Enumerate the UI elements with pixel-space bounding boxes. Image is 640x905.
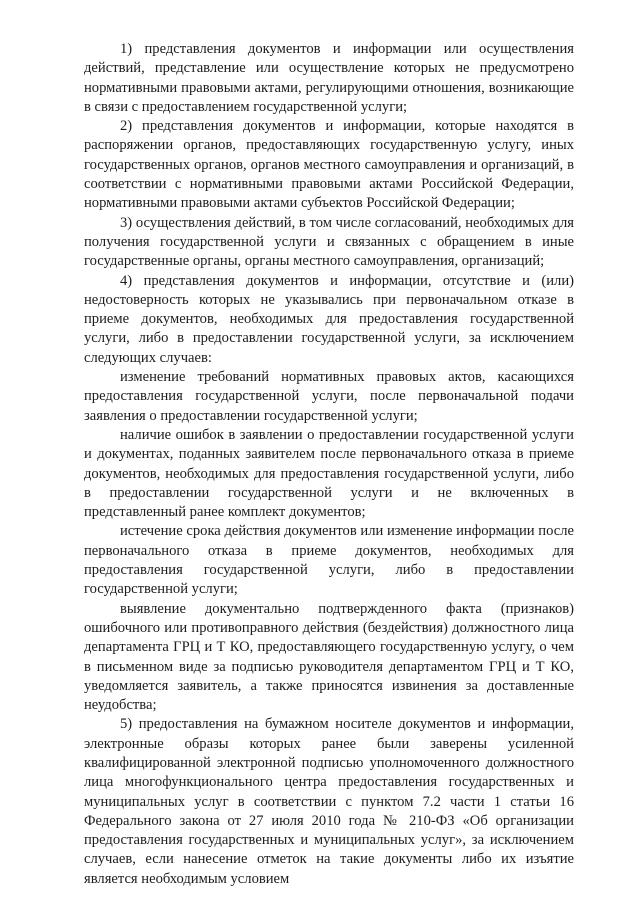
document-body	[84, 40, 574, 889]
paragraph-2: 2) представления документов и информации, которые находятся в распоряжении органов, предоставляющих государственную услугу, иных государственных органов, органов местного самоуправления и организаций, в соответствии с нормативными правовыми актами Российской Федерации, нормативными правовыми актами субъектов Российской Федерации;	[84, 118, 574, 212]
paragraph-exception-4: выявление документально подтвержденного факта (признаков) ошибочного или противоправного действия (бездействия) должностного лица департамента ГРЦ и Т КО, предоставляющего государственную услугу, о чем в письменном виде за подписью руководителя департаментом ГРЦ и Т КО, уведомляется заявитель, а также приносятся извинения за доставленные неудобства;	[84, 600, 574, 714]
paragraph-4: 4) представления документов и информации, отсутствие и (или) недостоверность которых не указывались при первоначальном отказе в приеме документов, необходимых для предоставления государственной услуги, либо в предоставлении государственной услуги, за исключением следующих случаев:	[84, 272, 574, 366]
paragraph-3: 3) осуществления действий, в том числе согласований, необходимых для получения государственной услуги и связанных с обращением в иные государственные органы, органы местного самоуправления, организаций;	[84, 214, 574, 270]
paragraph-5: 5) предоставления на бумажном носителе документов и информации, электронные образы которых ранее были заверены усиленной квалифицированной электронной подписью уполномоченного должностного лица многофункционального центра предоставления государственных и муниципальных услуг в соответствии с пунктом 7.2 части 1 статьи 16 Федерального закона от 27 июля 2010 года № 210-ФЗ «Об организации предоставления государственных и муниципальных услуг», за исключением случаев, если нанесение отметок на такие документы либо их изъятие является необходимым условием	[84, 716, 574, 887]
paragraph-exception-1: изменение требований нормативных правовых актов, касающихся предоставления государственной услуги, после первоначальной подачи заявления о предоставлении государственной услуги;	[84, 369, 574, 424]
paragraph-1: 1) представления документов и информации или осуществления действий, представление или осуществление которых не предусмотрено нормативными правовыми актами, регулирующими отношения, возникающие в связи с предоставлением государственной услуги;	[84, 41, 574, 115]
paragraph-exception-3: истечение срока действия документов или изменение информации после первоначального отказа в приеме документов, необходимых для предоставления государственной услуги, либо в предоставлении государственной услуги;	[84, 523, 574, 598]
paragraph-exception-2: наличие ошибок в заявлении о предоставлении государственной услуги и документах, поданных заявителем после первоначального отказа в приеме документов, необходимых для предоставления государственной услуги, либо в предоставлении государственной услуги и не включенных в представленный ранее комплект документов;	[84, 426, 574, 521]
